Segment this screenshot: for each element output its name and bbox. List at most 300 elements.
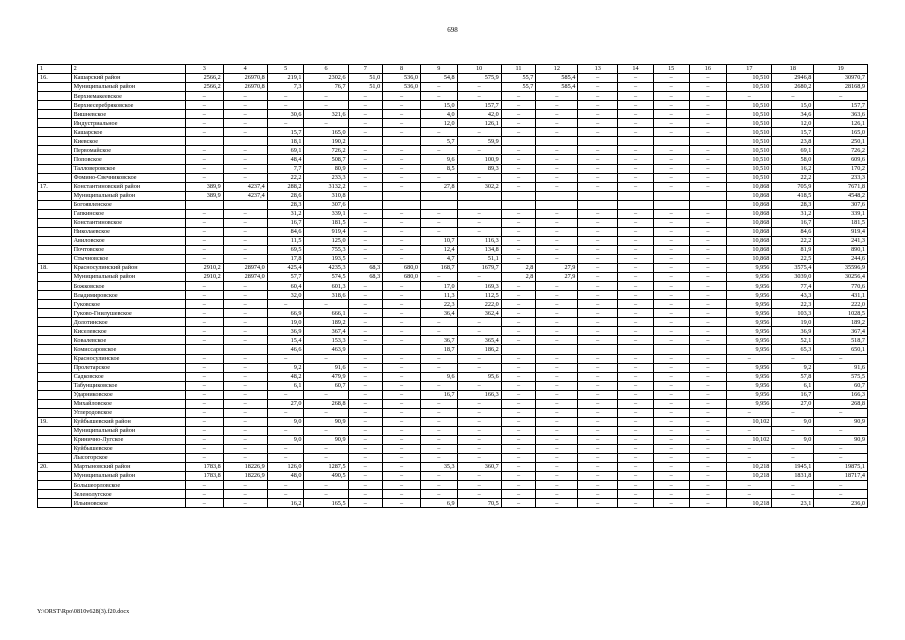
- table-row: [38, 390, 868, 399]
- value-cell: 31,2: [772, 209, 814, 218]
- value-cell: 55,7: [501, 83, 536, 92]
- value-cell: –: [223, 128, 267, 137]
- value-cell: –: [618, 273, 654, 282]
- row-number-cell: [38, 83, 72, 92]
- value-cell: –: [420, 354, 457, 363]
- row-number-cell: [38, 92, 72, 101]
- value-cell: –: [457, 273, 501, 282]
- value-cell: –: [457, 327, 501, 336]
- value-cell: 10,510: [727, 110, 772, 119]
- value-cell: –: [348, 399, 383, 408]
- value-cell: –: [223, 408, 267, 417]
- value-cell: –: [653, 264, 689, 273]
- column-number-13: 13: [578, 65, 618, 74]
- value-cell: –: [383, 354, 421, 363]
- value-cell: 36,7: [420, 336, 457, 345]
- value-cell: –: [653, 426, 689, 435]
- column-number-1: 1: [38, 65, 72, 74]
- value-cell: –: [689, 336, 727, 345]
- value-cell: –: [618, 146, 654, 155]
- value-cell: –: [653, 463, 689, 472]
- row-number-cell: [38, 454, 72, 463]
- value-cell: 9,0: [772, 435, 814, 444]
- value-cell: 9,956: [727, 345, 772, 354]
- value-cell: –: [689, 236, 727, 245]
- value-cell: –: [501, 236, 536, 245]
- value-cell: 165,0: [814, 128, 868, 137]
- value-cell: 362,4: [457, 309, 501, 318]
- table-row: [38, 119, 868, 128]
- value-cell: –: [618, 363, 654, 372]
- value-cell: 10,218: [727, 463, 772, 472]
- value-cell: 35596,9: [814, 264, 868, 273]
- value-cell: –: [457, 83, 501, 92]
- value-cell: –: [383, 182, 421, 191]
- value-cell: 389,9: [185, 182, 223, 191]
- value-cell: [185, 137, 223, 146]
- value-cell: –: [383, 291, 421, 300]
- row-number-cell: [38, 146, 72, 155]
- value-cell: –: [536, 164, 578, 173]
- value-cell: 2910,2: [185, 273, 223, 282]
- value-cell: –: [578, 209, 618, 218]
- value-cell: 10,868: [727, 200, 772, 209]
- value-cell: –: [501, 300, 536, 309]
- value-cell: –: [689, 472, 727, 481]
- value-cell: 601,3: [304, 282, 348, 291]
- value-cell: 9,6: [420, 372, 457, 381]
- value-cell: –: [457, 354, 501, 363]
- row-number-cell: 20.: [38, 463, 72, 472]
- value-cell: 1783,8: [185, 472, 223, 481]
- value-cell: –: [689, 92, 727, 101]
- value-cell: –: [689, 327, 727, 336]
- value-cell: –: [727, 444, 772, 453]
- value-cell: [348, 137, 383, 146]
- value-cell: –: [420, 417, 457, 426]
- table-row: [38, 363, 868, 372]
- value-cell: –: [348, 309, 383, 318]
- row-number-cell: [38, 173, 72, 182]
- value-cell: –: [223, 245, 267, 254]
- value-cell: 288,2: [267, 182, 304, 191]
- value-cell: 28168,9: [814, 83, 868, 92]
- value-cell: 250,1: [814, 137, 868, 146]
- value-cell: [383, 345, 421, 354]
- value-cell: –: [420, 146, 457, 155]
- value-cell: –: [689, 264, 727, 273]
- value-cell: 9,956: [727, 273, 772, 282]
- row-number-cell: [38, 300, 72, 309]
- value-cell: 22,2: [267, 173, 304, 182]
- value-cell: –: [501, 182, 536, 191]
- territory-name-cell: Муниципальный район: [71, 472, 185, 481]
- value-cell: 4237,4: [223, 191, 267, 200]
- value-cell: –: [383, 499, 421, 508]
- value-cell: –: [689, 110, 727, 119]
- territory-name-cell: Киевское: [71, 137, 185, 146]
- value-cell: –: [536, 490, 578, 499]
- territory-name-cell: Кашарский район: [71, 74, 185, 83]
- value-cell: –: [689, 128, 727, 137]
- value-cell: –: [185, 381, 223, 390]
- value-cell: –: [578, 490, 618, 499]
- value-cell: –: [185, 390, 223, 399]
- value-cell: 9,956: [727, 372, 772, 381]
- value-cell: 126,0: [267, 463, 304, 472]
- value-cell: –: [536, 309, 578, 318]
- value-cell: 90,9: [304, 435, 348, 444]
- value-cell: 89,3: [457, 164, 501, 173]
- value-cell: 9,956: [727, 282, 772, 291]
- value-cell: –: [578, 300, 618, 309]
- value-cell: –: [501, 218, 536, 227]
- territory-name-cell: Божковское: [71, 282, 185, 291]
- value-cell: [223, 137, 267, 146]
- column-number-16: 16: [689, 65, 727, 74]
- value-cell: 19,0: [267, 318, 304, 327]
- value-cell: –: [420, 381, 457, 390]
- value-cell: –: [420, 327, 457, 336]
- value-cell: –: [578, 164, 618, 173]
- value-cell: 10,868: [727, 209, 772, 218]
- territory-name-cell: Гапкинское: [71, 209, 185, 218]
- territory-name-cell: Ковалевское: [71, 336, 185, 345]
- value-cell: 125,0: [304, 236, 348, 245]
- value-cell: –: [578, 481, 618, 490]
- value-cell: –: [772, 92, 814, 101]
- row-number-cell: [38, 363, 72, 372]
- value-cell: –: [653, 336, 689, 345]
- value-cell: –: [348, 363, 383, 372]
- column-number-17: 17: [727, 65, 772, 74]
- value-cell: –: [185, 417, 223, 426]
- value-cell: –: [689, 218, 727, 227]
- value-cell: –: [383, 164, 421, 173]
- value-cell: –: [536, 454, 578, 463]
- value-cell: –: [653, 83, 689, 92]
- value-cell: –: [383, 381, 421, 390]
- value-cell: 236,0: [814, 499, 868, 508]
- value-cell: –: [578, 408, 618, 417]
- value-cell: –: [536, 110, 578, 119]
- value-cell: –: [618, 119, 654, 128]
- row-number-cell: [38, 481, 72, 490]
- value-cell: [689, 191, 727, 200]
- value-cell: 6,1: [772, 381, 814, 390]
- value-cell: –: [653, 363, 689, 372]
- value-cell: 27,9: [536, 264, 578, 273]
- row-number-cell: [38, 282, 72, 291]
- value-cell: –: [348, 173, 383, 182]
- row-number-cell: [38, 137, 72, 146]
- value-cell: 9,2: [772, 363, 814, 372]
- value-cell: 15,7: [267, 128, 304, 137]
- territory-name-cell: Фомино-Свечниковское: [71, 173, 185, 182]
- row-number-cell: [38, 390, 72, 399]
- value-cell: 10,510: [727, 146, 772, 155]
- row-number-cell: [38, 309, 72, 318]
- territory-name-cell: Богоявленское: [71, 200, 185, 209]
- table-body: [38, 74, 868, 508]
- value-cell: –: [689, 74, 727, 83]
- row-number-cell: [38, 444, 72, 453]
- value-cell: –: [383, 454, 421, 463]
- value-cell: –: [457, 481, 501, 490]
- territory-name-cell: Муниципальный район: [71, 426, 185, 435]
- value-cell: –: [618, 318, 654, 327]
- value-cell: –: [185, 245, 223, 254]
- value-cell: –: [223, 390, 267, 399]
- row-number-cell: [38, 399, 72, 408]
- value-cell: –: [578, 92, 618, 101]
- value-cell: –: [653, 74, 689, 83]
- territory-name-cell: Гуково-Гнилушевское: [71, 309, 185, 318]
- value-cell: 666,1: [304, 309, 348, 318]
- value-cell: –: [772, 444, 814, 453]
- value-cell: 42,0: [457, 110, 501, 119]
- value-cell: 10,868: [727, 245, 772, 254]
- value-cell: [348, 191, 383, 200]
- value-cell: –: [772, 481, 814, 490]
- value-cell: –: [536, 363, 578, 372]
- value-cell: [348, 200, 383, 209]
- value-cell: –: [383, 254, 421, 263]
- value-cell: 9,956: [727, 327, 772, 336]
- value-cell: 508,7: [304, 155, 348, 164]
- table-row: [38, 300, 868, 309]
- table-row: [38, 155, 868, 164]
- value-cell: –: [457, 227, 501, 236]
- value-cell: –: [348, 426, 383, 435]
- value-cell: –: [457, 363, 501, 372]
- value-cell: –: [457, 218, 501, 227]
- territory-name-cell: Красносулинское: [71, 354, 185, 363]
- table-row: [38, 490, 868, 499]
- value-cell: 15,0: [420, 101, 457, 110]
- value-cell: 318,6: [304, 291, 348, 300]
- value-cell: [689, 200, 727, 209]
- value-cell: 10,510: [727, 164, 772, 173]
- value-cell: –: [383, 363, 421, 372]
- value-cell: [653, 200, 689, 209]
- value-cell: –: [536, 481, 578, 490]
- value-cell: –: [653, 164, 689, 173]
- value-cell: 15,4: [267, 336, 304, 345]
- value-cell: –: [223, 499, 267, 508]
- value-cell: [618, 345, 654, 354]
- value-cell: –: [420, 399, 457, 408]
- value-cell: –: [772, 426, 814, 435]
- value-cell: –: [501, 463, 536, 472]
- row-number-cell: [38, 327, 72, 336]
- value-cell: –: [618, 155, 654, 164]
- value-cell: –: [185, 164, 223, 173]
- value-cell: –: [223, 146, 267, 155]
- value-cell: –: [501, 92, 536, 101]
- value-cell: –: [223, 309, 267, 318]
- value-cell: [501, 200, 536, 209]
- value-cell: –: [578, 336, 618, 345]
- territory-name-cell: Долотинское: [71, 318, 185, 327]
- value-cell: –: [578, 245, 618, 254]
- value-cell: –: [501, 209, 536, 218]
- value-cell: 10,510: [727, 119, 772, 128]
- value-cell: –: [501, 381, 536, 390]
- value-cell: –: [578, 381, 618, 390]
- value-cell: –: [689, 254, 727, 263]
- value-cell: 339,1: [304, 209, 348, 218]
- value-cell: –: [536, 173, 578, 182]
- value-cell: –: [348, 155, 383, 164]
- value-cell: –: [267, 481, 304, 490]
- value-cell: –: [383, 408, 421, 417]
- value-cell: –: [578, 426, 618, 435]
- territory-name-cell: Константиновский район: [71, 182, 185, 191]
- value-cell: 9,2: [267, 363, 304, 372]
- value-cell: –: [223, 209, 267, 218]
- value-cell: –: [267, 119, 304, 128]
- value-cell: 90,9: [304, 417, 348, 426]
- value-cell: –: [420, 92, 457, 101]
- territory-name-cell: Поповское: [71, 155, 185, 164]
- value-cell: –: [420, 227, 457, 236]
- territory-name-cell: Ильиновское: [71, 499, 185, 508]
- row-number-cell: [38, 254, 72, 263]
- table-row: [38, 454, 868, 463]
- value-cell: 7,3: [267, 83, 304, 92]
- value-cell: –: [383, 119, 421, 128]
- row-number-cell: [38, 372, 72, 381]
- value-cell: 233,3: [814, 173, 868, 182]
- value-cell: –: [457, 173, 501, 182]
- territory-name-cell: Ударниковское: [71, 390, 185, 399]
- value-cell: 3575,4: [772, 264, 814, 273]
- value-cell: 80,9: [304, 164, 348, 173]
- value-cell: –: [689, 282, 727, 291]
- table-row: [38, 83, 868, 92]
- value-cell: 1287,5: [304, 463, 348, 472]
- value-cell: 4237,4: [223, 182, 267, 191]
- value-cell: –: [501, 435, 536, 444]
- value-cell: 48,0: [267, 472, 304, 481]
- value-cell: 463,9: [304, 345, 348, 354]
- value-cell: 157,7: [457, 101, 501, 110]
- value-cell: –: [689, 435, 727, 444]
- value-cell: –: [348, 372, 383, 381]
- value-cell: –: [689, 101, 727, 110]
- value-cell: –: [618, 408, 654, 417]
- value-cell: 23,8: [772, 137, 814, 146]
- value-cell: –: [689, 173, 727, 182]
- value-cell: –: [618, 454, 654, 463]
- row-number-cell: [38, 381, 72, 390]
- value-cell: –: [348, 128, 383, 137]
- value-cell: –: [420, 218, 457, 227]
- column-number-11: 11: [501, 65, 536, 74]
- value-cell: 10,510: [727, 137, 772, 146]
- value-cell: 310,8: [304, 191, 348, 200]
- value-cell: –: [304, 92, 348, 101]
- value-cell: 9,956: [727, 264, 772, 273]
- value-cell: 268,8: [814, 399, 868, 408]
- territory-name-cell: Владимировское: [71, 291, 185, 300]
- value-cell: 57,7: [267, 273, 304, 282]
- value-cell: –: [578, 155, 618, 164]
- value-cell: –: [501, 363, 536, 372]
- value-cell: 134,8: [457, 245, 501, 254]
- value-cell: –: [618, 182, 654, 191]
- value-cell: 1945,1: [772, 463, 814, 472]
- page-number: 698: [447, 26, 458, 34]
- value-cell: –: [689, 390, 727, 399]
- value-cell: 36,9: [267, 327, 304, 336]
- value-cell: –: [727, 354, 772, 363]
- value-cell: 36,4: [420, 309, 457, 318]
- value-cell: –: [185, 209, 223, 218]
- value-cell: –: [618, 245, 654, 254]
- value-cell: –: [185, 110, 223, 119]
- territory-name-cell: Зеленолугское: [71, 490, 185, 499]
- territory-name-cell: Мартыновский район: [71, 463, 185, 472]
- row-number-cell: [38, 245, 72, 254]
- value-cell: 9,956: [727, 399, 772, 408]
- value-cell: –: [501, 164, 536, 173]
- value-cell: –: [618, 490, 654, 499]
- value-cell: –: [689, 372, 727, 381]
- value-cell: 31,2: [267, 209, 304, 218]
- row-number-cell: [38, 209, 72, 218]
- value-cell: 27,0: [772, 399, 814, 408]
- value-cell: 59,9: [457, 137, 501, 146]
- value-cell: –: [618, 481, 654, 490]
- value-cell: –: [501, 372, 536, 381]
- value-cell: 367,4: [814, 327, 868, 336]
- value-cell: 58,0: [772, 155, 814, 164]
- value-cell: 36,9: [772, 327, 814, 336]
- value-cell: 170,2: [814, 164, 868, 173]
- value-cell: 10,868: [727, 218, 772, 227]
- value-cell: –: [689, 273, 727, 282]
- value-cell: –: [653, 481, 689, 490]
- value-cell: 28974,0: [223, 273, 267, 282]
- value-cell: 189,2: [814, 318, 868, 327]
- value-cell: –: [267, 300, 304, 309]
- value-cell: –: [420, 209, 457, 218]
- value-cell: –: [536, 318, 578, 327]
- value-cell: 680,0: [383, 264, 421, 273]
- value-cell: –: [457, 444, 501, 453]
- value-cell: [536, 191, 578, 200]
- value-cell: –: [689, 417, 727, 426]
- value-cell: –: [185, 435, 223, 444]
- value-cell: –: [420, 273, 457, 282]
- value-cell: –: [501, 110, 536, 119]
- value-cell: –: [348, 454, 383, 463]
- value-cell: –: [267, 444, 304, 453]
- value-cell: –: [653, 408, 689, 417]
- value-cell: –: [420, 444, 457, 453]
- value-cell: –: [348, 209, 383, 218]
- value-cell: 157,7: [814, 101, 868, 110]
- table-row: [38, 273, 868, 282]
- value-cell: –: [653, 390, 689, 399]
- table-row: [38, 435, 868, 444]
- value-cell: –: [536, 291, 578, 300]
- value-cell: –: [689, 318, 727, 327]
- value-cell: 4548,2: [814, 191, 868, 200]
- value-cell: –: [578, 146, 618, 155]
